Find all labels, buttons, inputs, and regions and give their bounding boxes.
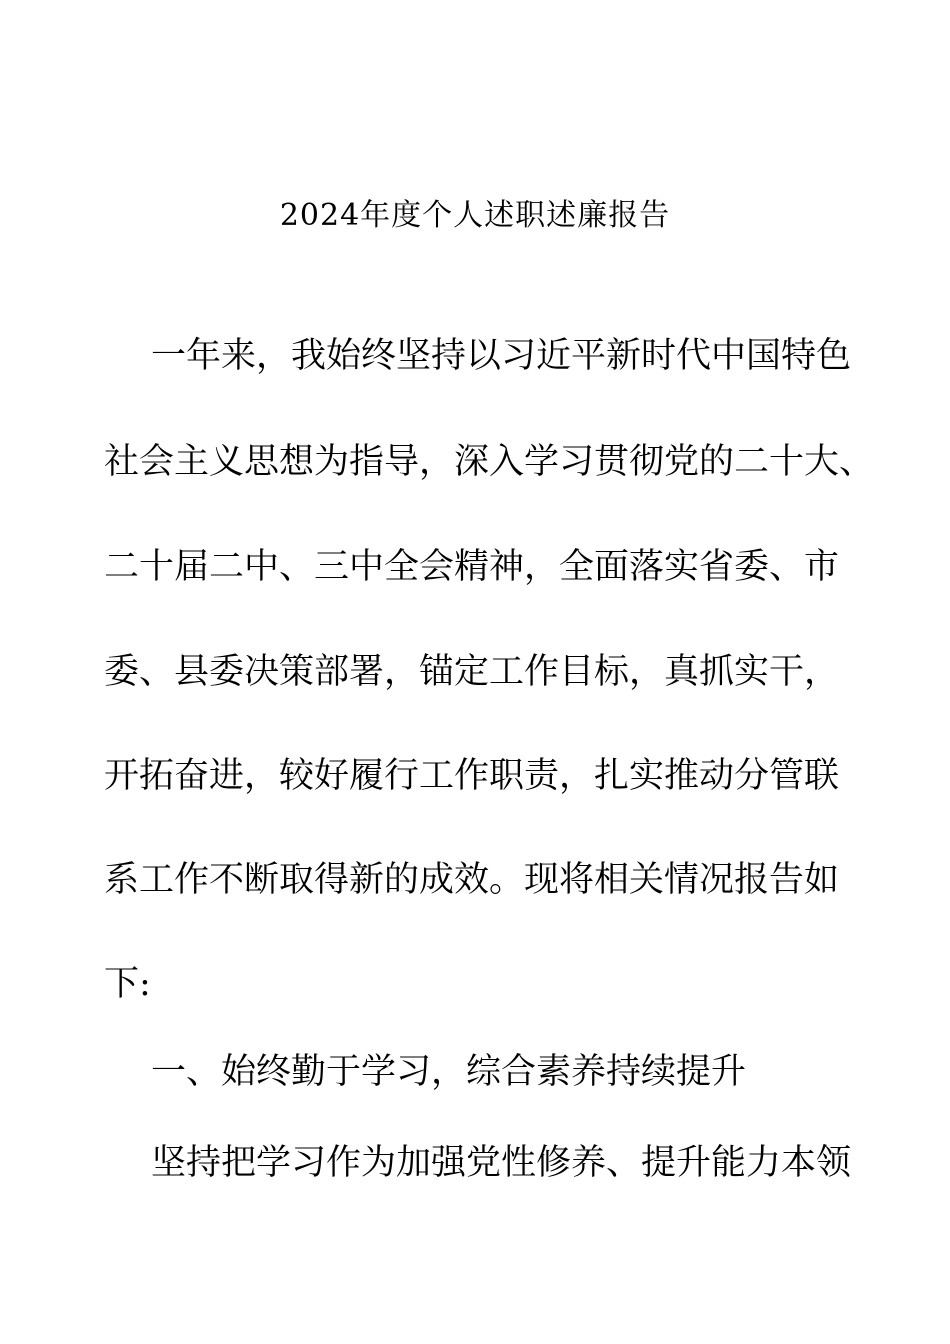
paragraph-line-1: 一年来，我始终坚持以习近平新时代中国特色 xyxy=(151,336,852,376)
section-paragraph-line-1: 坚持把学习作为加强党性修养、提升能力本领 xyxy=(151,1143,852,1183)
paragraph-line-4: 委、县委决策部署，锚定工作目标，真抓实干， xyxy=(104,652,840,692)
paragraph-line-5: 开拓奋进，较好履行工作职责，扎实推动分管联 xyxy=(104,756,840,796)
paragraph-line-3: 二十届二中、三中全会精神，全面落实省委、市 xyxy=(104,547,840,587)
paragraph-line-2: 社会主义思想为指导，深入学习贯彻党的二十大、 xyxy=(104,442,875,482)
paragraph-line-7: 下: xyxy=(104,964,151,1004)
document-title: 2024年度个人述职述廉报告 xyxy=(279,198,671,233)
section-heading-1: 一、始终勤于学习，综合素养持续提升 xyxy=(151,1052,747,1092)
paragraph-line-6: 系工作不断取得新的成效。现将相关情况报告如 xyxy=(104,860,840,900)
